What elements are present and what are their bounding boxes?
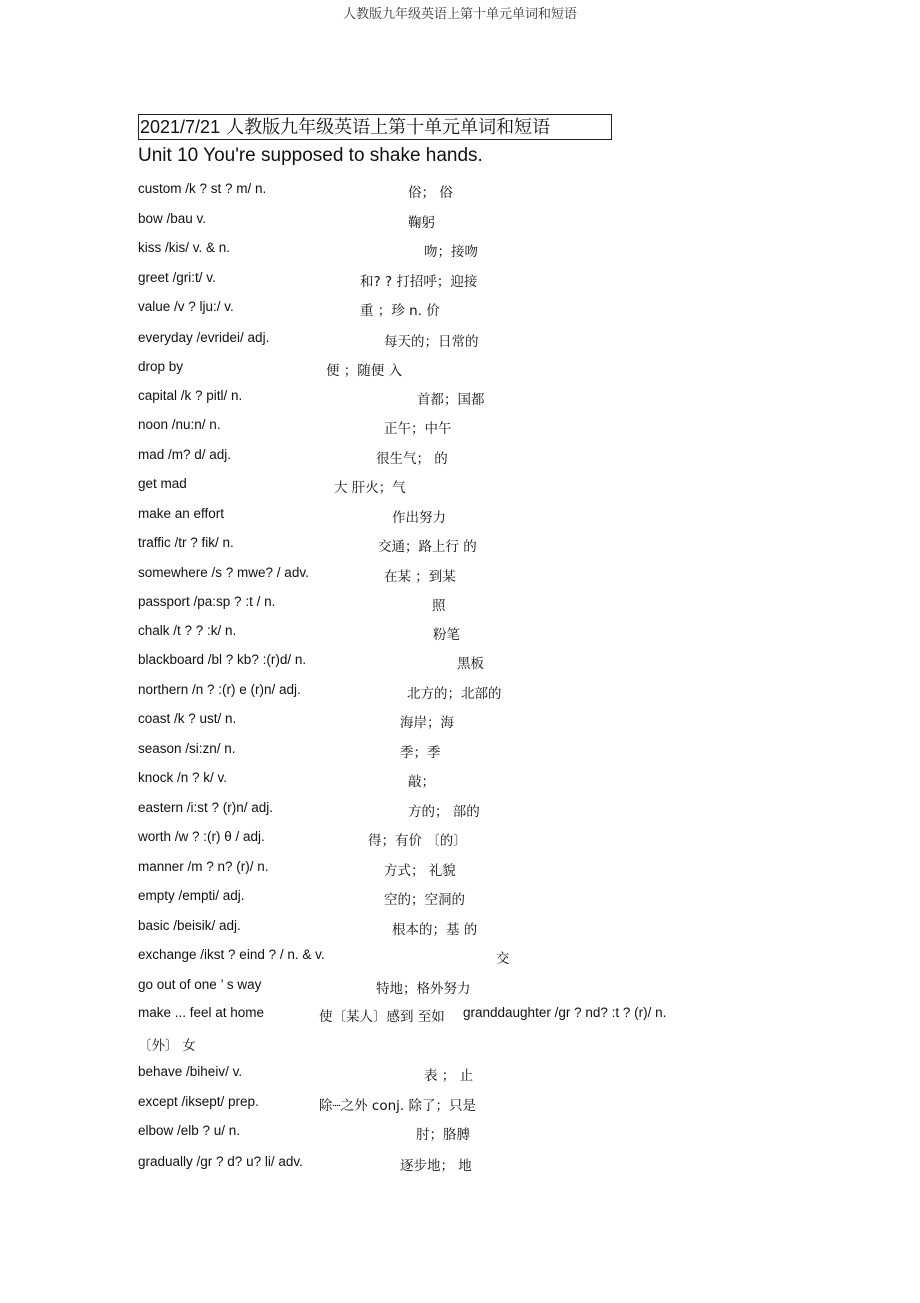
vocab-row <box>0 623 920 645</box>
vocab-row <box>0 417 920 439</box>
vocab-chinese: 肘；胳膊 <box>416 1127 470 1143</box>
vocab-chinese: 根本的；基 的 <box>392 922 478 938</box>
vocab-chinese: 使〔某人〕感到 至如 <box>319 1009 445 1025</box>
vocab-english: knock /n ? k/ v. <box>138 770 228 785</box>
vocab-chinese: 很生气； 的 <box>376 451 448 467</box>
vocab-english: chalk /t ? ? :k/ n. <box>138 623 237 638</box>
vocab-chinese: 特地；格外努力 <box>376 981 471 997</box>
vocab-row <box>0 1123 920 1145</box>
vocab-english: make an effort <box>138 506 225 521</box>
vocab-english: worth /w ? :(r) θ / adj. <box>138 829 265 844</box>
vocab-english: eastern /i:st ? (r)n/ adj. <box>138 800 274 815</box>
vocab-english: behave /biheiv/ v. <box>138 1064 243 1079</box>
vocab-row <box>0 947 920 969</box>
vocab-chinese: 季；季 <box>400 745 441 761</box>
vocab-row <box>0 1034 920 1056</box>
vocab-row <box>0 888 920 910</box>
vocab-row <box>0 918 920 940</box>
vocab-row <box>0 506 920 528</box>
vocab-english: passport /pa:sp ? :t / n. <box>138 594 276 609</box>
vocab-chinese: 逐步地； 地 <box>400 1158 472 1174</box>
vocab-chinese: 交 <box>496 951 510 967</box>
vocab-english: value /v ? lju:/ v. <box>138 299 234 314</box>
vocab-chinese: 在某 ；到某 <box>384 569 456 585</box>
document-title-box <box>138 114 612 140</box>
vocab-english: bow /bau v. <box>138 211 207 226</box>
vocab-chinese: 海岸；海 <box>400 715 454 731</box>
vocab-english: get mad <box>138 476 187 491</box>
vocab-chinese: 重 ；珍 n. 价 <box>360 303 440 319</box>
vocab-english: somewhere /s ? mwe? / adv. <box>138 565 309 580</box>
vocab-row <box>0 1094 920 1116</box>
vocab-row <box>0 1154 920 1176</box>
vocab-english: drop by <box>138 359 184 374</box>
vocab-row <box>0 594 920 616</box>
vocab-row <box>0 741 920 763</box>
vocab-english: basic /beisik/ adj. <box>138 918 241 933</box>
vocab-row <box>0 330 920 352</box>
vocab-row <box>0 535 920 557</box>
vocab-chinese: 鞠躬 <box>408 215 435 231</box>
vocab-row <box>0 359 920 381</box>
document-date: 2021/7/21 <box>140 117 221 137</box>
vocab-chinese: 黑板 <box>457 656 484 672</box>
vocab-chinese: 照 <box>432 598 446 614</box>
vocab-row <box>0 565 920 587</box>
page-header-title: 人教版九年级英语上第十单元单词和短语 <box>342 7 577 22</box>
vocab-row <box>0 859 920 881</box>
vocab-chinese: 首都；国都 <box>417 392 485 408</box>
vocab-row <box>0 211 920 233</box>
vocab-chinese: 表 ； 止 <box>424 1068 474 1084</box>
vocab-english: go out of one ’ s way <box>138 977 262 992</box>
vocab-chinese: 大 肝火；气 <box>334 480 406 496</box>
vocab-english: everyday /evridei/ adj. <box>138 330 270 345</box>
vocab-chinese: 便 ；随便 入 <box>326 363 403 379</box>
vocab-row <box>0 299 920 321</box>
vocab-row <box>0 270 920 292</box>
vocab-chinese: 北方的；北部的 <box>407 686 502 702</box>
vocab-row <box>0 240 920 262</box>
vocab-english-inline: granddaughter /gr ? nd? :t ? (r)/ n. <box>463 1005 667 1020</box>
vocab-english: exchange /ikst ? eind ? / n. & v. <box>138 947 325 962</box>
vocab-row <box>0 447 920 469</box>
vocab-english: season /si:zn/ n. <box>138 741 236 756</box>
vocab-chinese: 俗； 俗 <box>408 185 453 201</box>
vocab-row <box>0 1064 920 1086</box>
vocab-chinese: 方式； 礼貌 <box>384 863 456 879</box>
vocab-row <box>0 181 920 203</box>
vocab-english: custom /k ? st ? m/ n. <box>138 181 267 196</box>
vocab-chinese: 方的； 部的 <box>408 804 480 820</box>
vocab-chinese: 每天的；日常的 <box>384 334 479 350</box>
vocab-chinese: 得；有价 〔的〕 <box>368 833 467 849</box>
vocab-row <box>0 977 920 999</box>
vocab-chinese: 吻；接吻 <box>424 244 478 260</box>
vocab-row <box>0 476 920 498</box>
vocab-english: make ... feel at home <box>138 1005 265 1020</box>
vocab-english: except /iksept/ prep. <box>138 1094 259 1109</box>
vocab-english: northern /n ? :(r) e (r)n/ adj. <box>138 682 301 697</box>
vocab-row <box>0 652 920 674</box>
vocab-row <box>0 770 920 792</box>
vocab-chinese: 空的；空洞的 <box>384 892 465 908</box>
vocab-chinese: 粉笔 <box>433 627 460 643</box>
vocab-row <box>0 682 920 704</box>
vocab-english: blackboard /bl ? kb? :(r)d/ n. <box>138 652 307 667</box>
vocab-chinese: 和? ? 打招呼；迎接 <box>360 274 478 290</box>
vocab-row <box>0 800 920 822</box>
unit-title: Unit 10 You're supposed to shake hands. <box>138 145 483 166</box>
vocab-chinese: 除┈之外 conj. 除了；只是 <box>319 1098 476 1114</box>
vocab-english: greet /gri:t/ v. <box>138 270 216 285</box>
vocab-english: manner /m ? n? (r)/ n. <box>138 859 269 874</box>
vocab-english: 〔外〕 女 <box>138 1038 196 1053</box>
document-title: 人教版九年级英语上第十单元单词和短语 <box>226 117 551 138</box>
vocab-row <box>0 711 920 733</box>
vocab-english: traffic /tr ? fik/ n. <box>138 535 234 550</box>
vocab-english: empty /empti/ adj. <box>138 888 245 903</box>
vocab-chinese: 敲； <box>408 774 435 790</box>
vocab-chinese: 交通；路上行 的 <box>378 539 477 555</box>
vocab-english: coast /k ? ust/ n. <box>138 711 237 726</box>
vocab-chinese: 作出努力 <box>392 510 446 526</box>
vocab-english: mad /m? d/ adj. <box>138 447 232 462</box>
vocab-row <box>0 388 920 410</box>
vocab-row <box>0 1005 920 1027</box>
vocab-english: elbow /elb ? u/ n. <box>138 1123 241 1138</box>
vocab-row <box>0 829 920 851</box>
vocab-english: noon /nu:n/ n. <box>138 417 221 432</box>
vocab-english: gradually /gr ? d? u? li/ adv. <box>138 1154 303 1169</box>
vocab-english: capital /k ? pitl/ n. <box>138 388 243 403</box>
vocab-chinese: 正午；中午 <box>384 421 452 437</box>
vocab-english: kiss /kis/ v. & n. <box>138 240 231 255</box>
